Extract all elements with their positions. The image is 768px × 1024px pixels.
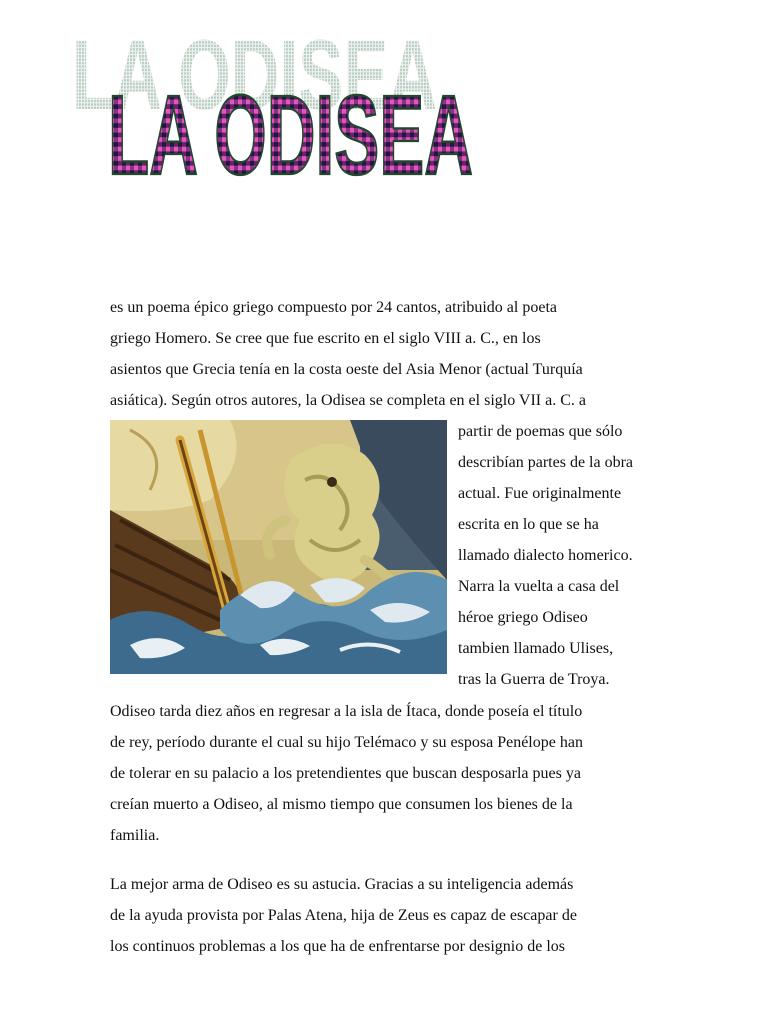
- title-shadow-text: LA ODISEA: [72, 24, 438, 131]
- wrapped-paragraph: [458, 416, 678, 695]
- title-wordart: [70, 24, 490, 194]
- astucia-paragraph: [110, 869, 670, 962]
- text-line: llamado dialecto homerico.: [458, 547, 633, 564]
- text-line: partir de poemas que sólo: [458, 423, 623, 440]
- page-title: [70, 24, 490, 194]
- ship-monster-illustration: [110, 420, 447, 674]
- text-line: asiática). Según otros autores, la Odisea se completa en el siglo VII a. C. a: [110, 392, 587, 409]
- text-line: es un poema épico griego compuesto por 24 cantos, atribuido al poeta: [110, 299, 557, 316]
- text-line: La mejor arma de Odiseo es su astucia. Gracias a su inteligencia además: [110, 876, 574, 893]
- text-line: Odiseo tarda diez años en regresar a la isla de Ítaca, donde poseía el título: [110, 703, 583, 720]
- text-line: asientos que Grecia tenía en la costa oeste del Asia Menor (actual Turquía: [110, 361, 583, 378]
- text-line: los continuos problemas a los que ha de enfrentarse por designio de los: [110, 938, 565, 955]
- text-line: tras la Guerra de Troya.: [458, 671, 610, 688]
- text-line: describían partes de la obra: [458, 454, 634, 471]
- text-line: actual. Fue originalmente: [458, 485, 622, 502]
- text-line: creían muerto a Odiseo, al mismo tiempo que consumen los bienes de la: [110, 796, 573, 813]
- text-line: de la ayuda provista por Palas Atena, hija de Zeus es capaz de escapar de: [110, 907, 577, 924]
- text-line: tambien llamado Ulises,: [458, 640, 614, 657]
- illustration-image: [110, 420, 447, 674]
- text-line: familia.: [110, 827, 160, 844]
- title-main-text: LA ODISEA: [108, 72, 474, 194]
- text-line: de tolerar en su palacio a los pretendientes que buscan desposarla pues ya: [110, 765, 581, 782]
- text-line: Narra la vuelta a casa del: [458, 578, 620, 595]
- text-line: escrita en lo que se ha: [458, 516, 599, 533]
- intro-paragraph: [110, 292, 670, 416]
- text-line: griego Homero. Se cree que fue escrito en el siglo VIII a. C., en los: [110, 330, 541, 347]
- text-line: héroe griego Odiseo: [458, 609, 588, 626]
- continuation-paragraph: [110, 696, 670, 851]
- text-line: de rey, período durante el cual su hijo Telémaco y su esposa Penélope han: [110, 734, 583, 751]
